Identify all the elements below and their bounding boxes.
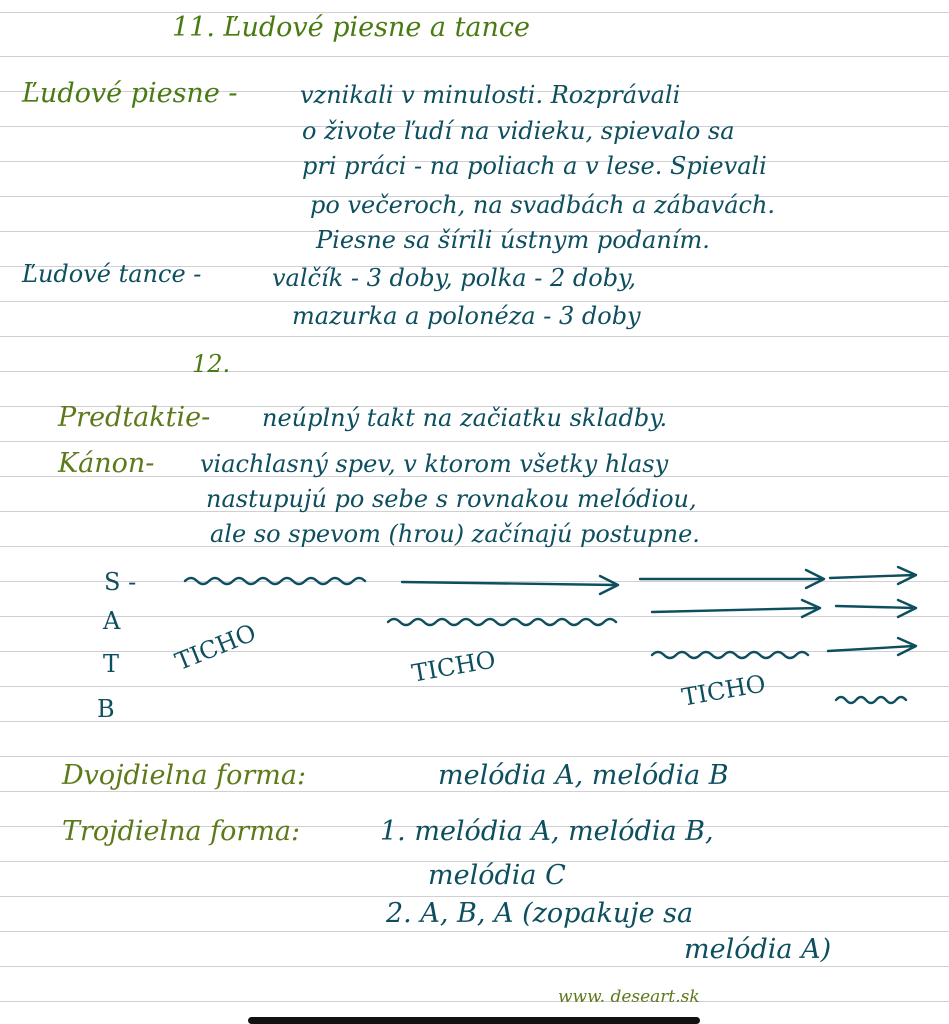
songs-line-3: pri práci - na poliach a v lese. Spievali xyxy=(302,152,767,180)
kanon-line-1: viachlasný spev, v ktorom všetky hlasy xyxy=(200,450,669,478)
alto-squiggle xyxy=(388,619,616,625)
tacet-label-1: TICHO xyxy=(171,618,261,677)
dances-label: Ľudové tance - xyxy=(22,260,202,288)
three-part-form-line-3: 2. A, B, A (zopakuje sa xyxy=(386,898,694,929)
kanon-line-2: nastupujú po sebe s rovnakou melódiou, xyxy=(206,485,697,513)
three-part-form-line-2: melódia C xyxy=(428,860,566,891)
voice-bass-label: B xyxy=(97,695,115,723)
tacet-label-3: TICHO xyxy=(679,669,768,712)
soprano-arrow-3 xyxy=(830,567,916,584)
soprano-squiggle xyxy=(185,578,365,584)
songs-label: Ľudové piesne - xyxy=(22,78,238,109)
voice-tenor-label: T xyxy=(103,650,120,678)
voice-alto-label: A xyxy=(103,607,121,635)
bass-squiggle xyxy=(836,697,906,703)
footer-website: www. deseart.sk xyxy=(558,987,700,1007)
soprano-arrow-2 xyxy=(640,570,824,588)
two-part-form-label: Dvojdielna forma: xyxy=(62,760,307,791)
predtaktie-text: neúplný takt na začiatku skladby. xyxy=(262,404,668,432)
two-part-form-text: melódia A, melódia B xyxy=(438,760,729,791)
tenor-squiggle xyxy=(652,652,808,658)
dances-line-2: mazurka a polonéza - 3 doby xyxy=(292,302,641,330)
section-12-number: 12. xyxy=(192,350,231,378)
kanon-line-3: ale so spevom (hrou) začínajú postupne. xyxy=(210,520,700,548)
voice-soprano-label: S - xyxy=(104,568,137,596)
three-part-form-label: Trojdielna forma: xyxy=(62,816,301,847)
songs-line-1: vznikali v minulosti. Rozprávali xyxy=(300,81,681,109)
dances-line-1: valčík - 3 doby, polka - 2 doby, xyxy=(272,264,637,292)
three-part-form-line-1: 1. melódia A, melódia B, xyxy=(380,816,714,847)
songs-line-4: po večeroch, na svadbách a zábavách. xyxy=(310,191,776,219)
home-indicator xyxy=(248,1017,700,1024)
tenor-arrow xyxy=(828,638,916,655)
predtaktie-label: Predtaktie- xyxy=(58,402,211,433)
soprano-arrow-1 xyxy=(402,576,618,594)
songs-line-5: Piesne sa šírili ústnym podaním. xyxy=(316,226,710,254)
alto-arrow-2 xyxy=(836,600,916,617)
page-title: 11. Ľudové piesne a tance xyxy=(172,12,531,43)
alto-arrow-1 xyxy=(652,600,820,617)
kanon-label: Kánon- xyxy=(58,448,155,479)
three-part-form-line-4: melódia A) xyxy=(684,934,832,965)
tacet-label-2: TICHO xyxy=(409,645,498,688)
songs-line-2: o živote ľudí na vidieku, spievalo sa xyxy=(302,117,735,145)
